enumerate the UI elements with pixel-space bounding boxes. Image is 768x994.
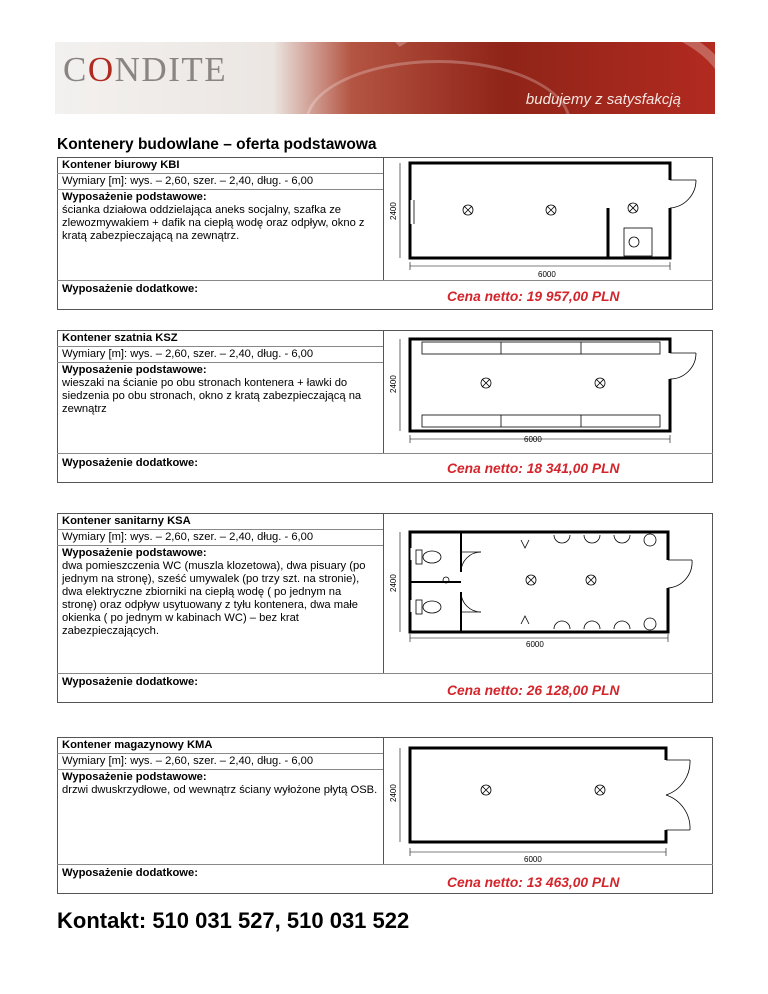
dimension-height: 2400 xyxy=(389,202,398,220)
dimension-width: 6000 xyxy=(538,270,556,279)
dimension-width: 6000 xyxy=(524,855,542,864)
header-banner xyxy=(55,42,715,114)
tagline: budujemy z satysfakcją xyxy=(525,91,681,108)
dimension-width: 6000 xyxy=(524,435,542,444)
floor-plan-ksz xyxy=(386,331,712,453)
contact-info: Kontakt: 510 031 527, 510 031 522 xyxy=(57,908,410,933)
dimension-height: 2400 xyxy=(389,375,398,393)
extra-label: Wyposażenie dodatkowe: xyxy=(62,676,198,688)
basic-equipment: drzwi dwuskrzydłowe, od wewnątrz ściany wyłożone płytą OSB. xyxy=(62,784,378,796)
basic-equipment: dwa pomieszczenia WC (muszla klozetowa), dwa pisuary (po jednym na stronę), sześć umywalek (po trzy szt. na stronie), dwa elektryczne zbiorniki na ciepłą wodę ( po jednym na stronę) oraz odpływ usytuowany z tyłu kontenera, dwa małe okienka ( po jednym w kabinach WC) – bez krat zabezpieczających. xyxy=(62,560,366,637)
price-kbi: Cena netto: 19 957,00 PLN xyxy=(447,289,620,304)
extra-label: Wyposażenie dodatkowe: xyxy=(62,457,198,469)
floor-plan-kma xyxy=(386,740,712,864)
product-dimensions: Wymiary [m]: wys. – 2,60, szer. – 2,40, dług. - 6,00 xyxy=(57,530,383,546)
basic-equipment: ścianka działowa oddzielająca aneks socjalny, szafka ze zlewozmywakiem + dafik na ciepłą wodę oraz odpływ, okno z kratą zabezpieczającą na zewnątrz. xyxy=(62,204,365,242)
price-ksz: Cena netto: 18 341,00 PLN xyxy=(447,461,620,476)
extra-label: Wyposażenie dodatkowe: xyxy=(62,867,198,879)
floor-plan-ksa xyxy=(386,520,712,660)
basic-label: Wyposażenie podstawowe: xyxy=(62,191,207,203)
product-description-kma xyxy=(57,738,383,798)
floor-plan-kbi xyxy=(386,158,712,280)
price-kma: Cena netto: 13 463,00 PLN xyxy=(447,875,620,890)
product-dimensions: Wymiary [m]: wys. – 2,60, szer. – 2,40, dług. - 6,00 xyxy=(57,174,383,190)
product-dimensions: Wymiary [m]: wys. – 2,60, szer. – 2,40, dług. - 6,00 xyxy=(57,754,383,770)
product-description-ksz xyxy=(57,331,383,417)
basic-label: Wyposażenie podstawowe: xyxy=(62,771,207,783)
dimension-height: 2400 xyxy=(389,784,398,802)
product-description-ksa xyxy=(57,514,383,639)
extra-label: Wyposażenie dodatkowe: xyxy=(62,283,198,295)
product-name: Kontener szatnia KSZ xyxy=(57,331,383,347)
product-name: Kontener biurowy KBI xyxy=(57,158,383,174)
basic-equipment: wieszaki na ścianie po obu stronach kontenera + ławki do siedzenia po obu stronach, okno z kratą zabezpieczającą na zewnątrz xyxy=(62,377,362,415)
product-name: Kontener sanitarny KSA xyxy=(57,514,383,530)
condite-logo: CONDITE xyxy=(63,50,228,89)
dimension-height: 2400 xyxy=(389,574,398,592)
product-description-kbi xyxy=(57,158,383,244)
product-name: Kontener magazynowy KMA xyxy=(57,738,383,754)
page-title: Kontenery budowlane – oferta podstawowa xyxy=(57,136,377,153)
basic-label: Wyposażenie podstawowe: xyxy=(62,547,207,559)
dimension-width: 6000 xyxy=(526,640,544,649)
price-ksa: Cena netto: 26 128,00 PLN xyxy=(447,683,620,698)
product-dimensions: Wymiary [m]: wys. – 2,60, szer. – 2,40, dług. - 6,00 xyxy=(57,347,383,363)
basic-label: Wyposażenie podstawowe: xyxy=(62,364,207,376)
